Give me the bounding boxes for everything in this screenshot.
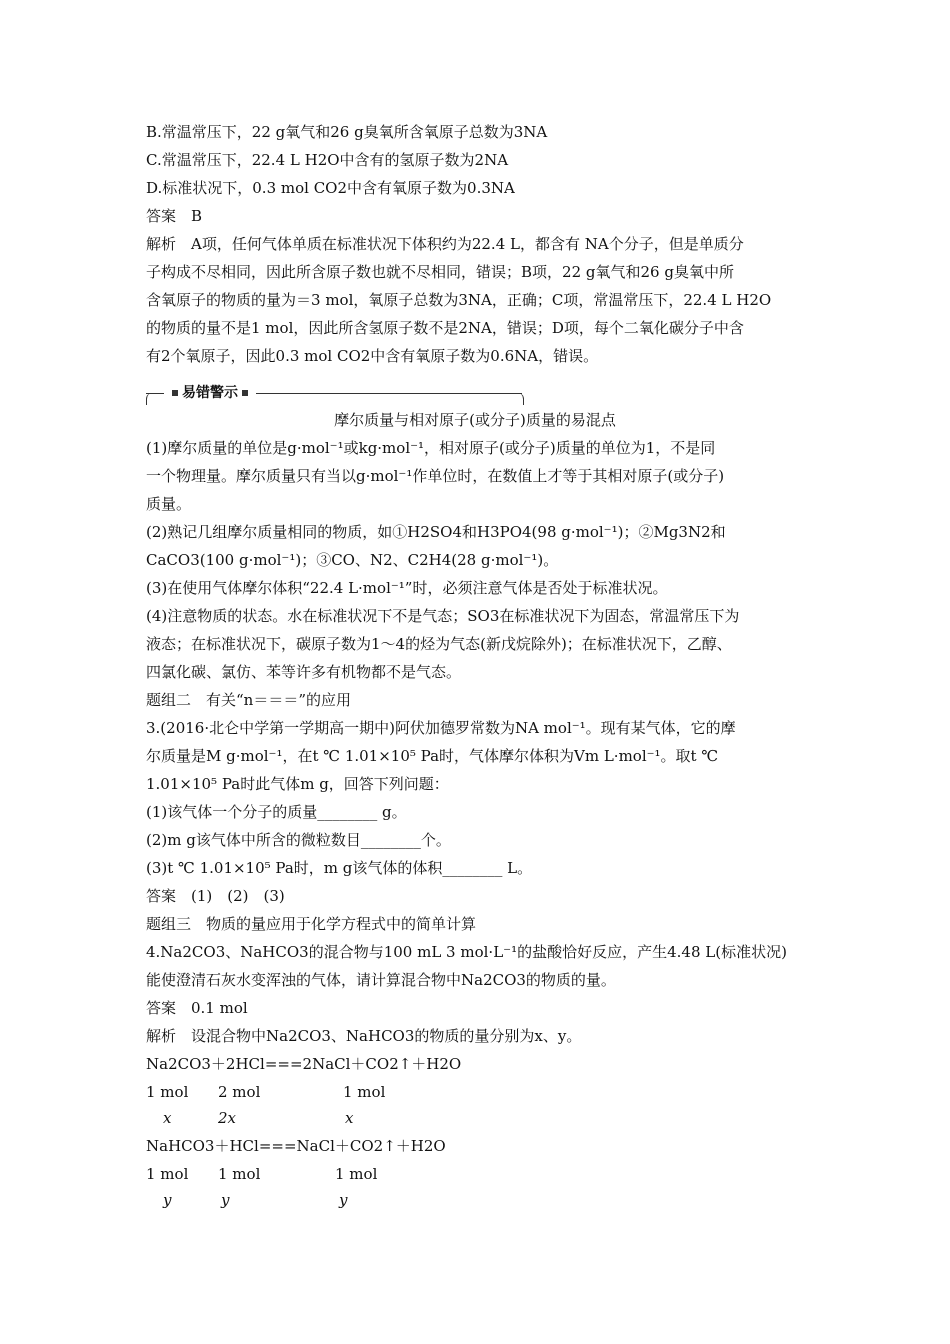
equation-1: Na2CO3＋2HCl===2NaCl＋CO2↑＋H2O [146,1055,462,1073]
eq1-var-1: x [163,1109,172,1127]
warning-1-line3: 质量。 [146,495,192,513]
question-3-part3: (3)t ℃ 1.01×10⁵ Pa时，m g该气体的体积________ L。 [146,859,533,877]
eq2-var-2: y [221,1191,230,1209]
warning-4-line2: 液态；在标准状况下，碳原子数为1～4的烃为气态(新戊烷除外)；在标准状况下，乙醇、 [146,635,732,653]
header-corner-left [146,393,157,405]
question-3-part1: (1)该气体一个分子的质量________ g。 [146,803,407,821]
answer-1: 答案 B [146,207,203,225]
eq1-var-2: 2x [218,1109,237,1127]
group-3-heading: 题组三 物质的量应用于化学方程式中的简单计算 [146,915,477,933]
square-bullet-icon [172,390,178,396]
header-corner-right [513,393,524,405]
analysis-1-line3: 含氧原子的物质的量为＝3 mol，氧原子总数为3NA，正确；C项，常温常压下，22.4 L H2O [146,291,772,309]
group-2-heading: 题组二 有关“n＝＝＝”的应用 [146,691,351,709]
warning-title: 摩尔质量与相对原子(或分子)质量的易混点 [334,411,616,429]
warning-1-line1: (1)摩尔质量的单位是g·mol⁻¹或kg·mol⁻¹，相对原子(或分子)质量的单位为1，不是同 [146,439,716,457]
eq1-mol-3: 1 mol [343,1083,386,1101]
warning-2-line1: (2)熟记几组摩尔质量相同的物质，如①H2SO4和H3PO4(98 g·mol⁻¹)；②Mg3N2和 [146,523,726,541]
option-d: D.标准状况下，0.3 mol CO2中含有氧原子数为0.3NA [146,179,515,197]
square-bullet-icon [242,390,248,396]
eq1-mol-2: 2 mol [218,1083,261,1101]
warning-label-text: 易错警示 [182,385,238,401]
question-4-line1: 4.Na2CO3、NaHCO3的混合物与100 mL 3 mol·L⁻¹的盐酸恰好反应，产生4.48 L(标准状况) [146,943,787,961]
question-3-line2: 尔质量是M g·mol⁻¹，在t ℃ 1.01×10⁵ Pa时，气体摩尔体积为Vm L·mol⁻¹。取t ℃ [146,747,719,765]
equation-2: NaHCO3＋HCl===NaCl＋CO2↑＋H2O [146,1137,446,1155]
option-b: B.常温常压下，22 g氧气和26 g臭氧所含氧原子总数为3NA [146,123,548,141]
analysis-1-line1: 解析 A项，任何气体单质在标准状况下体积约为22.4 L，都含有 NA个分子，但是单质分 [146,235,744,253]
answer-4: 答案 0.1 mol [146,999,248,1017]
eq1-var-3: x [345,1109,354,1127]
eq2-var-1: y [163,1191,172,1209]
analysis-1-line2: 子构成不尽相同，因此所含原子数也就不尽相同，错误；B项，22 g氧气和26 g臭氧中所 [146,263,734,281]
analysis-1-line5: 有2个氧原子，因此0.3 mol CO2中含有氧原子数为0.6NA，错误。 [146,347,599,365]
eq2-mol-3: 1 mol [335,1165,378,1183]
answer-3: 答案 (1) (2) (3) [146,887,285,905]
warning-3: (3)在使用气体摩尔体积“22.4 L·mol⁻¹”时，必须注意气体是否处于标准状况。 [146,579,668,597]
warning-label [164,384,256,402]
error-warning-header [146,383,524,405]
question-3-line3: 1.01×10⁵ Pa时此气体m g，回答下列问题： [146,775,449,793]
question-4-line2: 能使澄清石灰水变浑浊的气体，请计算混合物中Na2CO3的物质的量。 [146,971,616,989]
warning-4-line3: 四氯化碳、氯仿、苯等许多有机物都不是气态。 [146,663,462,681]
warning-4-line1: (4)注意物质的状态。水在标准状况下不是气态；SO3在标准状况下为固态，常温常压下为 [146,607,740,625]
question-3-part2: (2)m g该气体中所含的微粒数目________个。 [146,831,451,849]
option-c: C.常温常压下，22.4 L H2O中含有的氢原子数为2NA [146,151,509,169]
analysis-4: 解析 设混合物中Na2CO3、NaHCO3的物质的量分别为x、y。 [146,1027,582,1045]
eq2-var-3: y [339,1191,348,1209]
analysis-1-line4: 的物质的量不是1 mol，因此所含氢原子数不是2NA，错误；D项，每个二氧化碳分子中含 [146,319,744,337]
question-3-line1: 3.(2016·北仑中学第一学期高一期中)阿伏加德罗常数为NA mol⁻¹。现有某气体，它的摩 [146,719,736,737]
eq2-mol-1: 1 mol [146,1165,189,1183]
warning-1-line2: 一个物理量。摩尔质量只有当以g·mol⁻¹作单位时，在数值上才等于其相对原子(或分子) [146,467,725,485]
warning-2-line2: CaCO3(100 g·mol⁻¹)；③CO、N2、C2H4(28 g·mol⁻¹)。 [146,551,559,569]
eq2-mol-2: 1 mol [218,1165,261,1183]
eq1-mol-1: 1 mol [146,1083,189,1101]
